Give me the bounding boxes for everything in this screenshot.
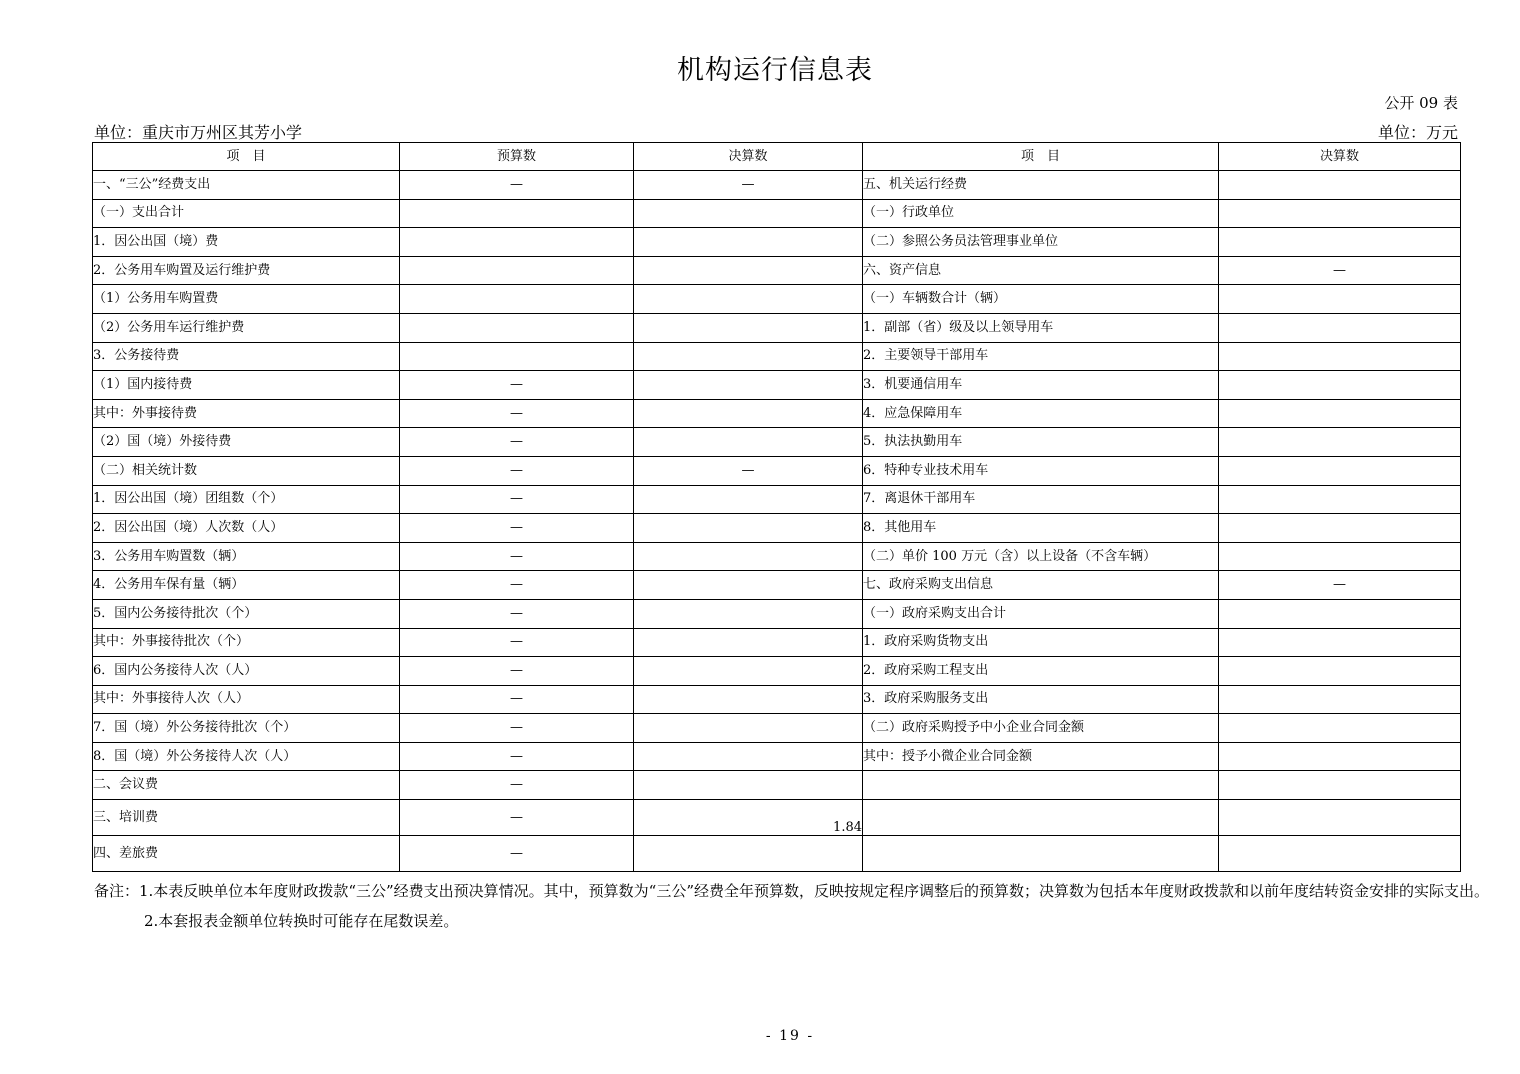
note-2: 2.本套报表金额单位转换时可能存在尾数误差。 (144, 912, 459, 930)
budget-cell: — (400, 371, 634, 400)
table-row (93, 599, 1461, 628)
final-cell (634, 599, 863, 628)
right-item: 其中：授予小微企业合同金额 (863, 742, 1219, 771)
budget-cell: — (400, 628, 634, 657)
right-final-cell (1219, 285, 1461, 314)
right-item: 4．应急保障用车 (863, 399, 1219, 428)
table-row (93, 657, 1461, 686)
notes (94, 876, 1489, 936)
budget-cell (400, 285, 634, 314)
right-item: 3．机要通信用车 (863, 371, 1219, 400)
final-cell (634, 542, 863, 571)
final-cell: — (634, 171, 863, 200)
final-cell (634, 742, 863, 771)
left-item: 其中：外事接待人次（人） (93, 685, 400, 714)
table-row (93, 542, 1461, 571)
table-row (93, 836, 1461, 872)
right-item: 6．特种专业技术用车 (863, 456, 1219, 485)
right-final-cell (1219, 371, 1461, 400)
right-final-cell (1219, 628, 1461, 657)
right-item: 六、资产信息 (863, 256, 1219, 285)
left-item: 1．因公出国（境）团组数（个） (93, 485, 400, 514)
left-item: 二、会议费 (93, 771, 400, 800)
final-cell (634, 371, 863, 400)
right-final-cell (1219, 199, 1461, 228)
right-item (863, 836, 1219, 872)
budget-cell (400, 342, 634, 371)
table-row (93, 485, 1461, 514)
right-item: 五、机关运行经费 (863, 171, 1219, 200)
budget-cell (400, 256, 634, 285)
final-cell (634, 485, 863, 514)
right-item: （一）政府采购支出合计 (863, 599, 1219, 628)
table-row (93, 171, 1461, 200)
right-final-cell (1219, 428, 1461, 457)
left-item: （1）公务用车购置费 (93, 285, 400, 314)
right-final-cell (1219, 771, 1461, 800)
right-final-cell (1219, 685, 1461, 714)
right-item: （一）行政单位 (863, 199, 1219, 228)
table-header-row (93, 143, 1461, 171)
final-cell (634, 628, 863, 657)
final-cell (634, 399, 863, 428)
budget-cell: — (400, 399, 634, 428)
left-item: 7．国（境）外公务接待批次（个） (93, 714, 400, 743)
table-row (93, 514, 1461, 543)
left-item: 6．国内公务接待人次（人） (93, 657, 400, 686)
table-row (93, 771, 1461, 800)
right-item: （二）参照公务员法管理事业单位 (863, 228, 1219, 257)
right-item: 1．政府采购货物支出 (863, 628, 1219, 657)
table-row (93, 742, 1461, 771)
table-row (93, 714, 1461, 743)
budget-cell: — (400, 599, 634, 628)
budget-cell: — (400, 657, 634, 686)
organization-unit: 单位：重庆市万州区其芳小学 (94, 123, 303, 142)
right-item: 七、政府采购支出信息 (863, 571, 1219, 600)
left-item: （一）支出合计 (93, 199, 400, 228)
table-row (93, 571, 1461, 600)
table-row (93, 313, 1461, 342)
left-item: 1．因公出国（境）费 (93, 228, 400, 257)
currency-unit: 单位：万元 (1377, 123, 1458, 142)
table-row (93, 256, 1461, 285)
budget-cell: — (400, 742, 634, 771)
left-item: 一、“三公”经费支出 (93, 171, 400, 200)
final-cell (634, 714, 863, 743)
budget-cell: — (400, 456, 634, 485)
final-cell (634, 685, 863, 714)
final-cell (634, 428, 863, 457)
final-cell (634, 657, 863, 686)
final-cell (634, 313, 863, 342)
right-item: 3．政府采购服务支出 (863, 685, 1219, 714)
final-cell (634, 836, 863, 872)
right-final-cell (1219, 542, 1461, 571)
header-final-right: 决算数 (1219, 143, 1461, 171)
table-row (93, 371, 1461, 400)
right-final-cell: — (1219, 256, 1461, 285)
right-item (863, 800, 1219, 836)
right-final-cell (1219, 342, 1461, 371)
final-cell (634, 256, 863, 285)
budget-cell: — (400, 771, 634, 800)
table-row (93, 285, 1461, 314)
left-item: （1）国内接待费 (93, 371, 400, 400)
right-final-cell (1219, 313, 1461, 342)
budget-cell: — (400, 714, 634, 743)
right-final-cell: — (1219, 571, 1461, 600)
budget-cell: — (400, 171, 634, 200)
left-item: 四、差旅费 (93, 836, 400, 872)
table-row (93, 428, 1461, 457)
left-item: （2）公务用车运行维护费 (93, 313, 400, 342)
final-cell (634, 514, 863, 543)
left-item: 3．公务用车购置数（辆） (93, 542, 400, 571)
budget-cell: — (400, 800, 634, 836)
left-item: 其中：外事接待批次（个） (93, 628, 400, 657)
right-item: （二）单价 100 万元（含）以上设备（不含车辆） (863, 542, 1219, 571)
budget-cell (400, 228, 634, 257)
left-item: 4．公务用车保有量（辆） (93, 571, 400, 600)
table-row (93, 685, 1461, 714)
right-final-cell (1219, 456, 1461, 485)
page-title: 机构运行信息表 (677, 55, 873, 86)
table-row (93, 628, 1461, 657)
right-final-cell (1219, 514, 1461, 543)
table-row (93, 800, 1461, 836)
info-table (92, 142, 1461, 872)
budget-cell: — (400, 685, 634, 714)
final-cell (634, 342, 863, 371)
form-number: 公开 09 表 (1384, 94, 1458, 112)
table-row (93, 228, 1461, 257)
final-cell (634, 228, 863, 257)
final-cell: 1.84 (634, 800, 863, 836)
budget-cell: — (400, 542, 634, 571)
right-item: 7．离退休干部用车 (863, 485, 1219, 514)
left-item: 5．国内公务接待批次（个） (93, 599, 400, 628)
left-item: 8．国（境）外公务接待人次（人） (93, 742, 400, 771)
left-item: （二）相关统计数 (93, 456, 400, 485)
right-item: 1．副部（省）级及以上领导用车 (863, 313, 1219, 342)
right-item: 5．执法执勤用车 (863, 428, 1219, 457)
table-row (93, 456, 1461, 485)
page-number: - 19 - (765, 1028, 815, 1044)
right-final-cell (1219, 485, 1461, 514)
final-cell (634, 571, 863, 600)
left-item: 2．因公出国（境）人次数（人） (93, 514, 400, 543)
budget-cell: — (400, 514, 634, 543)
right-final-cell (1219, 836, 1461, 872)
header-final: 决算数 (634, 143, 863, 171)
right-item (863, 771, 1219, 800)
table-row (93, 199, 1461, 228)
right-final-cell (1219, 171, 1461, 200)
note-1: 备注：1.本表反映单位本年度财政拨款“三公”经费支出预决算情况。其中，预算数为“三公”经费全年预算数，反映按规定程序调整后的预算数；决算数为包括本年度财政拨款和以前年度结转资金安排的实际支出。 (94, 882, 1489, 900)
right-item: （二）政府采购授予中小企业合同金额 (863, 714, 1219, 743)
right-item: 2．主要领导干部用车 (863, 342, 1219, 371)
right-final-cell (1219, 399, 1461, 428)
table-row (93, 399, 1461, 428)
right-final-cell (1219, 228, 1461, 257)
right-item: 2．政府采购工程支出 (863, 657, 1219, 686)
final-cell (634, 771, 863, 800)
budget-cell: — (400, 571, 634, 600)
table-row (93, 342, 1461, 371)
budget-cell: — (400, 428, 634, 457)
final-cell: — (634, 456, 863, 485)
right-final-cell (1219, 800, 1461, 836)
header-item: 项 目 (93, 143, 400, 171)
left-item: 3．公务接待费 (93, 342, 400, 371)
header-budget: 预算数 (400, 143, 634, 171)
left-item: 2．公务用车购置及运行维护费 (93, 256, 400, 285)
right-final-cell (1219, 599, 1461, 628)
budget-cell: — (400, 836, 634, 872)
right-item: （一）车辆数合计（辆） (863, 285, 1219, 314)
budget-cell: — (400, 485, 634, 514)
budget-cell (400, 313, 634, 342)
final-cell (634, 199, 863, 228)
budget-cell (400, 199, 634, 228)
right-item: 8．其他用车 (863, 514, 1219, 543)
left-item: （2）国（境）外接待费 (93, 428, 400, 457)
right-final-cell (1219, 742, 1461, 771)
left-item: 三、培训费 (93, 800, 400, 836)
final-cell (634, 285, 863, 314)
right-final-cell (1219, 714, 1461, 743)
header-item-right: 项 目 (863, 143, 1219, 171)
left-item: 其中：外事接待费 (93, 399, 400, 428)
right-final-cell (1219, 657, 1461, 686)
